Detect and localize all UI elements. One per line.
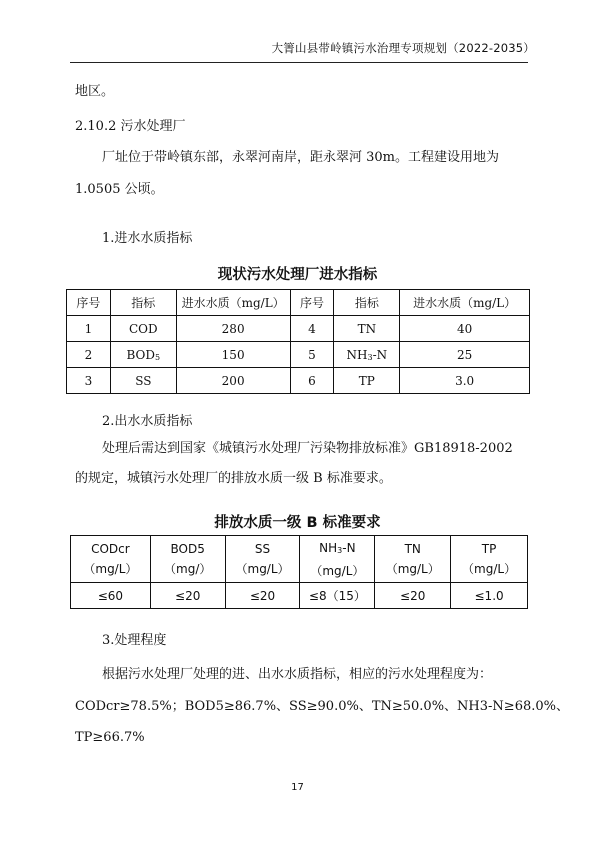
indicator-subscript: 3	[367, 352, 373, 362]
cell-value: 40	[400, 316, 530, 342]
cell-indicator: SS	[110, 368, 176, 394]
cell-no: 2	[67, 342, 111, 368]
section-heading-wwtp: 2.10.2 污水处理厂	[75, 119, 186, 134]
header-name: TP	[481, 542, 497, 556]
cell-value: 3.0	[400, 368, 530, 394]
outlet-quality-heading: 2.出水水质指标	[102, 414, 193, 429]
table-row	[67, 316, 530, 342]
indicator-text: BOD	[126, 347, 156, 362]
site-description-line2: 1.0505 公顷。	[75, 182, 164, 197]
header-indicator: 指标	[110, 290, 176, 316]
treatment-degree-line2: CODcr≥78.5%；BOD5≥86.7%、SS≥90.0%、TN≥50.0%、NH3-N≥68.0%、	[75, 699, 570, 714]
treatment-degree-line3: TP≥66.7%	[75, 730, 145, 745]
paragraph-region-end: 地区。	[75, 84, 115, 99]
header-tp	[451, 536, 528, 583]
site-description-line1: 厂址位于带岭镇东部，永翠河南岸，距永翠河 30m。工程建设用地为	[102, 150, 500, 165]
table-row	[67, 368, 530, 394]
indicator-text: NH	[346, 347, 368, 362]
cell-no: 3	[67, 368, 111, 394]
cell-indicator: TN	[334, 316, 400, 342]
cell-value: ≤20	[150, 583, 225, 609]
cell-indicator	[334, 342, 400, 368]
header-unit: （mg/L）	[235, 562, 290, 576]
header-ss	[225, 536, 300, 583]
header-inlet-quality: 进水水质（mg/L）	[400, 290, 530, 316]
indicator-subscript: 5	[155, 352, 161, 362]
header-bod5	[150, 536, 225, 583]
header-unit: （mg/L）	[462, 562, 517, 576]
inlet-quality-table	[66, 289, 530, 394]
discharge-standard-table	[70, 535, 528, 609]
header-codcr	[71, 536, 151, 583]
cell-no: 6	[290, 368, 334, 394]
page-number: 17	[291, 782, 304, 793]
header-unit: （mg/）	[164, 562, 212, 576]
outlet-standard-line2: 的规定，城镇污水处理厂的排放水质一级 B 标准要求。	[75, 471, 392, 486]
table1-title: 现状污水处理厂进水指标	[217, 267, 378, 283]
header-name-main: NH	[319, 540, 338, 555]
cell-no: 5	[290, 342, 334, 368]
header-no: 序号	[290, 290, 334, 316]
header-name: TN	[404, 542, 421, 556]
header-name	[300, 538, 374, 561]
indicator-suffix: -N	[372, 347, 388, 362]
table-row	[71, 583, 528, 609]
cell-no: 4	[290, 316, 334, 342]
header-name: SS	[254, 542, 271, 556]
table2-title: 排放水质一级 B 标准要求	[214, 515, 381, 531]
header-rule	[70, 62, 528, 63]
cell-value: ≤1.0	[451, 583, 528, 609]
header-name-subscript: 3	[337, 545, 343, 555]
page-header: 大箐山县带岭镇污水治理专项规划（2022-2035）	[271, 41, 535, 55]
header-inlet-quality: 进水水质（mg/L）	[176, 290, 290, 316]
cell-value: ≤60	[71, 583, 151, 609]
outlet-standard-line1: 处理后需达到国家《城镇污水处理厂污染物排放标准》GB18918-2002	[102, 441, 513, 456]
header-tn	[375, 536, 451, 583]
header-unit: （mg/L）	[83, 562, 138, 576]
cell-no: 1	[67, 316, 111, 342]
cell-indicator: TP	[334, 368, 400, 394]
cell-value: 150	[176, 342, 290, 368]
table-header-row	[67, 290, 530, 316]
treatment-degree-heading: 3.处理程度	[102, 633, 167, 648]
cell-indicator: COD	[110, 316, 176, 342]
cell-value: ≤20	[375, 583, 451, 609]
cell-value: ≤8（15）	[300, 583, 375, 609]
table-header-row	[71, 536, 528, 583]
cell-value: ≤20	[225, 583, 300, 609]
inlet-quality-heading: 1.进水水质指标	[102, 231, 193, 246]
header-name: CODcr	[91, 542, 130, 556]
cell-value: 25	[400, 342, 530, 368]
header-name-suffix: -N	[342, 540, 356, 555]
header-name: BOD5	[170, 542, 205, 556]
cell-value: 280	[176, 316, 290, 342]
header-unit: （mg/L）	[385, 562, 440, 576]
header-unit: （mg/L）	[310, 563, 365, 578]
treatment-degree-line1: 根据污水处理厂处理的进、出水水质指标，相应的污水处理程度为：	[102, 667, 493, 682]
header-nh3n	[300, 536, 375, 583]
header-indicator: 指标	[334, 290, 400, 316]
table-row	[67, 342, 530, 368]
cell-indicator	[110, 342, 176, 368]
header-no: 序号	[67, 290, 111, 316]
cell-value: 200	[176, 368, 290, 394]
